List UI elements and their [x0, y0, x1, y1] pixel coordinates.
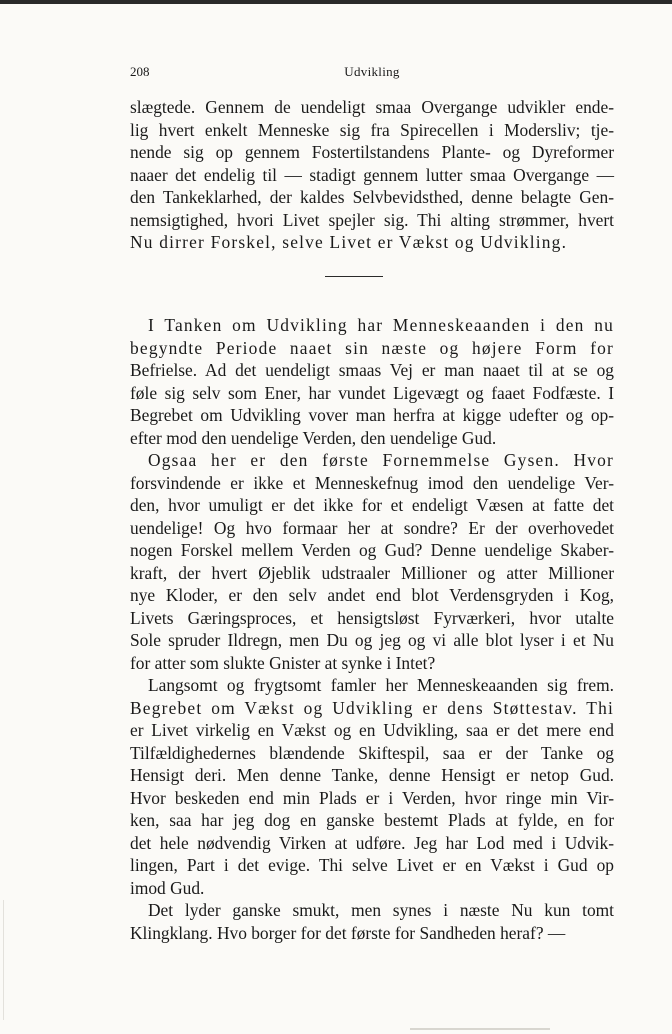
text-line: I Tanken om Udvikling har Menneskeaanden i den nu — [148, 315, 614, 335]
scan-edge-mark — [3, 900, 4, 1020]
text-line: Begrebet om Vækst og Udvikling er dens Støttestav. Thi — [130, 697, 614, 718]
running-head: Udvikling — [344, 64, 400, 79]
text-line: Langsomt og frygtsomt famler her Menneskeaanden sig frem. — [148, 675, 614, 695]
page-number: 208 — [130, 64, 150, 79]
text-line: forsvindende er ikke et Menneskefnug imod den uendelige Ver- — [130, 472, 614, 493]
text-line: kraft, der hvert Øjeblik udstraaler Millioner og atter Millioner — [130, 562, 614, 583]
text-line: nende sig op gennem Fostertilstandens Plante- og Dyreformer — [130, 142, 614, 162]
text-line: nemsigtighed, hvori Livet spejler sig. Thi alting strømmer, hvert — [130, 209, 614, 230]
paragraph-2 — [130, 314, 614, 449]
text-line: føle sig selv som Ener, har vundet Ligevægt og faaet Fodfæste. I — [130, 382, 614, 403]
scan-bottom-mark — [410, 1028, 550, 1030]
paragraph-3 — [130, 449, 614, 674]
text-line: er Livet virkelig en Vækst og en Udvikling, saa er det mere end — [130, 720, 614, 740]
text-line: imod Gud. — [130, 877, 205, 898]
text-line: den, hvor umuligt er det ikke for et endeligt Væsen at fatte det — [130, 495, 614, 515]
text-line: Begrebet om Udvikling vover man herfra at kigge udefter og op- — [130, 405, 614, 425]
text-line: Ogsaa her er den første Fornemmelse Gysen. Hvor — [148, 450, 614, 470]
text-line: Nu dirrer Forskel, selve Livet er Vækst og Udvikling. — [130, 232, 568, 252]
text-line: Hensigt deri. Men denne Tanke, denne Hensigt er netop Gud. — [130, 765, 614, 785]
text-line: efter mod den uendelige Verden, den uendelige Gud. — [130, 427, 497, 448]
text-line: naaer det endelig til — stadigt gennem lutter smaa Overgange — — [130, 164, 614, 185]
text-line: Sole spruder Ildregn, men Du og jeg og vi alle blot lyser i et Nu — [130, 630, 614, 650]
section-divider — [325, 276, 383, 277]
text-line: for atter som slukte Gnister at synke i Intet? — [130, 652, 436, 673]
paragraph-5 — [130, 899, 614, 944]
text-line: lig hvert enkelt Menneske sig fra Spirecellen i Modersliv; tje- — [130, 119, 614, 140]
paragraph-1 — [130, 96, 614, 254]
text-line: begyndte Periode naaet sin næste og højere Form for — [130, 337, 614, 358]
text-line: det hele nødvendig Virken at udføre. Jeg har Lod med i Udvik- — [130, 832, 614, 853]
text-line: uendelige! Og hvo formaar her at sondre? Er der overhovedet — [130, 517, 614, 538]
text-line: Tilfældighedernes blændende Skiftespil, saa er der Tanke og — [130, 742, 614, 763]
text-line: den Tankeklarhed, der kaldes Selvbevidsthed, denne belagte Gen- — [130, 187, 614, 207]
text-line: Befrielse. Ad det uendeligt smaas Vej er man naaet til at se og — [130, 360, 614, 380]
text-line: nye Kloder, er den selv andet end blot Verdensgryden i Kog, — [130, 585, 614, 605]
text-line: nogen Forskel mellem Verden og Gud? Denne uendelige Skaber- — [130, 540, 614, 560]
text-line: lingen, Part i det evige. Thi selve Livet er en Vækst i Gud op — [130, 855, 614, 875]
text-line: slægtede. Gennem de uendeligt smaa Overgange udvikler ende- — [130, 97, 614, 117]
text-line: ken, saa har jeg dog en ganske bestemt Plads at fylde, en for — [130, 810, 614, 830]
text-line: Livets Gæringsproces, et hensigtsløst Fyrværkeri, hvor utalte — [130, 607, 614, 628]
text-line: Klingklang. Hvo borger for det første for Sandheden heraf? — — [130, 922, 566, 943]
paragraph-4 — [130, 674, 614, 899]
text-line: Det lyder ganske smukt, men synes i næste Nu kun tomt — [148, 900, 614, 920]
top-edge-rule — [0, 0, 672, 4]
page-header — [130, 64, 614, 82]
text-line: Hvor beskeden end min Plads er i Verden, hvor ringe min Vir- — [130, 787, 614, 808]
